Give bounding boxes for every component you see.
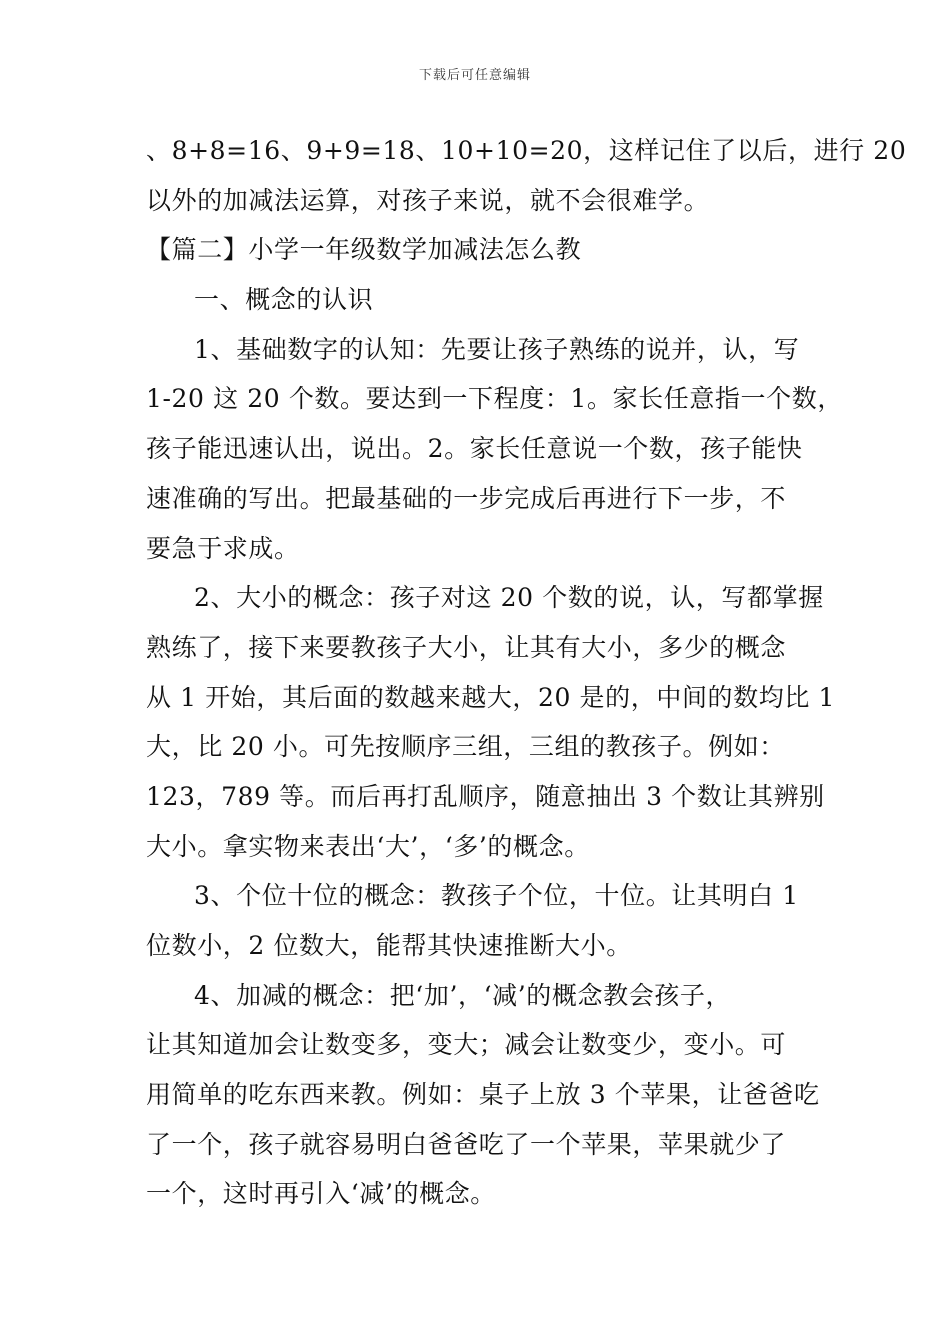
text-line: 、8+8=16、9+9=18、10+10=20，这样记住了以后，进行 20 xyxy=(146,136,907,165)
document-body xyxy=(146,126,907,1219)
text-line: 孩子能迅速认出，说出。2。家长任意说一个数，孩子能快 xyxy=(146,434,803,464)
text-line: 1、基础数字的认知：先要让孩子熟练的说并，认，写 xyxy=(194,334,800,364)
text-line: 速准确的写出。把最基础的一步完成后再进行下一步，不 xyxy=(146,483,787,513)
text-line: 以外的加减法运算，对孩子来说，就不会很难学。 xyxy=(146,185,710,215)
text-line: 3、个位十位的概念：教孩子个位，十位。让其明白 1 xyxy=(194,881,799,911)
text-line: 让其知道加会让数变多，变大；减会让数变少，变小。可 xyxy=(146,1030,787,1060)
subsection-heading: 一、概念的认识 xyxy=(194,285,374,315)
text-line: 一个，这时再引入‘减’的概念。 xyxy=(146,1179,496,1209)
section-heading: 【篇二】小学一年级数学加减法怎么教 xyxy=(146,235,582,265)
text-line: 大，比 20 小。可先按顺序三组，三组的教孩子。例如： xyxy=(146,732,785,762)
text-line: 从 1 开始，其后面的数越来越大，20 是的，中间的数均比 1 xyxy=(146,682,836,712)
text-line: 位数小，2 位数大，能帮其快速推断大小。 xyxy=(146,931,632,960)
text-line: 2、大小的概念：孩子对这 20 个数的说，认，写都掌握 xyxy=(194,583,824,613)
text-line: 要急于求成。 xyxy=(146,533,300,563)
text-line: 大小。拿实物来表出‘大’，‘多’的概念。 xyxy=(146,831,590,861)
header-note: 下载后可任意编辑 xyxy=(418,68,531,83)
text-line: 1-20 这 20 个数。要达到一下程度：1。家长任意指一个数， xyxy=(146,384,843,414)
text-line: 了一个，孩子就容易明白爸爸吃了一个苹果，苹果就少了 xyxy=(146,1129,787,1159)
text-line: 熟练了，接下来要教孩子大小，让其有大小，多少的概念 xyxy=(146,632,787,662)
text-line: 用简单的吃东西来教。例如：桌子上放 3 个苹果，让爸爸吃 xyxy=(146,1080,820,1110)
text-line: 123，789 等。而后再打乱顺序，随意抽出 3 个数让其辨别 xyxy=(146,781,825,811)
text-line: 4、加减的概念：把‘加’，‘减’的概念教会孩子， xyxy=(194,980,732,1010)
